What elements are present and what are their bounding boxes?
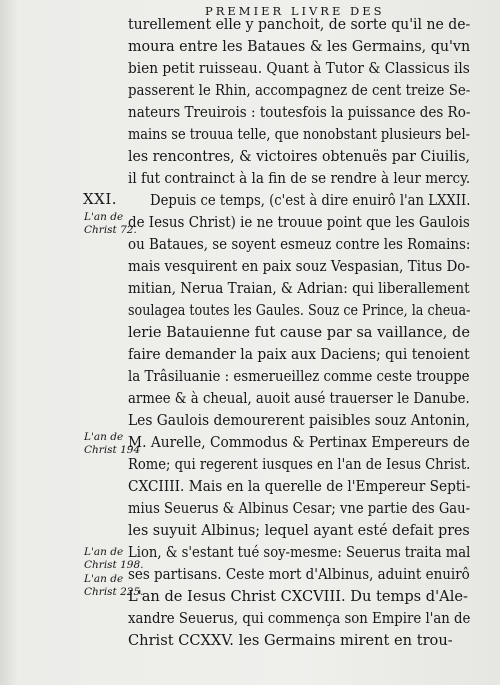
text-line: armee & à cheual, auoit ausé trauerser le Danube. (128, 390, 470, 407)
text-line: M. Aurelle, Commodus & Pertinax Empereurs de (128, 434, 470, 451)
text-line: les rencontres, & victoires obtenuës par Ciuilis, (128, 148, 471, 165)
text-line: turellement elle y panchoit, de sorte qu'il ne de- (128, 16, 471, 33)
margin-note-line: L'an de (84, 546, 124, 558)
text-line: Depuis ce temps, (c'est à dire enuirô l'an LXXII. (150, 192, 471, 209)
text-line: mains se trouua telle, que nonobstant plusieurs bel- (128, 126, 470, 143)
section-number: XXI. (83, 190, 118, 208)
text-line: faire demander la paix aux Daciens; qui tenoient (128, 346, 470, 363)
margin-note (84, 546, 144, 572)
margin-note-line: Christ 198. (84, 559, 144, 571)
margin-note-line: Christ 72. (84, 224, 137, 236)
text-line: de Iesus Christ) ie ne trouue point que les Gaulois (128, 214, 470, 231)
margin-note-line: Christ 194 (84, 444, 141, 456)
margin-note-line: L'an de (84, 573, 124, 585)
margin-note-line: L'an de (84, 211, 124, 223)
margin-note (84, 211, 137, 237)
text-line: Lion, & s'estant tué soy-mesme: Seuerus traita mal (128, 544, 471, 561)
text-line: Rome; qui regerent iusques en l'an de Iesus Christ. (128, 456, 471, 473)
text-line: passerent le Rhin, accompagnez de cent treize Se- (128, 82, 471, 99)
text-line: les suyuit Albinus; lequel ayant esté defait pres (128, 522, 470, 539)
text-line: CXCIIII. Mais en la querelle de l'Empereur Septi- (128, 478, 471, 495)
text-line: mius Seuerus & Albinus Cesar; vne partie des Gau- (128, 500, 471, 517)
text-line: ses partisans. Ceste mort d'Albinus, aduint enuirô (128, 566, 470, 583)
text-line: il fut contrainct à la fin de se rendre à leur mercy. (128, 170, 471, 187)
text-line: lerie Batauienne fut cause par sa vaillance, de (128, 324, 470, 341)
text-line: Les Gaulois demourerent paisibles souz Antonin, (128, 412, 470, 429)
text-line: moura entre les Bataues & les Germains, qu'vn (128, 38, 471, 55)
margin-note-line: Christ 225. (84, 586, 144, 598)
running-header: PREMIER LIVRE DES (205, 4, 385, 18)
text-line: la Trâsiluanie : esmerueillez comme ceste trouppe (128, 368, 470, 385)
text-line: mitian, Nerua Traian, & Adrian: qui liberallement (128, 280, 470, 297)
margin-note-line: L'an de (84, 431, 124, 443)
text-line: ou Bataues, se soyent esmeuz contre les Romains: (128, 236, 471, 253)
margin-note (84, 573, 144, 599)
text-line: soulagea toutes les Gaules. Souz ce Prince, la cheua- (128, 302, 471, 319)
text-line: Christ CCXXV. les Germains mirent en trou- (128, 632, 453, 649)
text-line: xandre Seuerus, qui commença son Empire l'an de (128, 610, 471, 627)
text-line: bien petit ruisseau. Quant à Tutor & Classicus ils (128, 60, 470, 77)
text-line: mais vesquirent en paix souz Vespasian, Titus Do- (128, 258, 470, 275)
margin-note (84, 431, 140, 457)
text-line: nateurs Treuirois : toutesfois la puissance des Ro- (128, 104, 471, 121)
text-line: L'an de Iesus Christ CXCVIII. Du temps d'Ale- (128, 588, 468, 605)
